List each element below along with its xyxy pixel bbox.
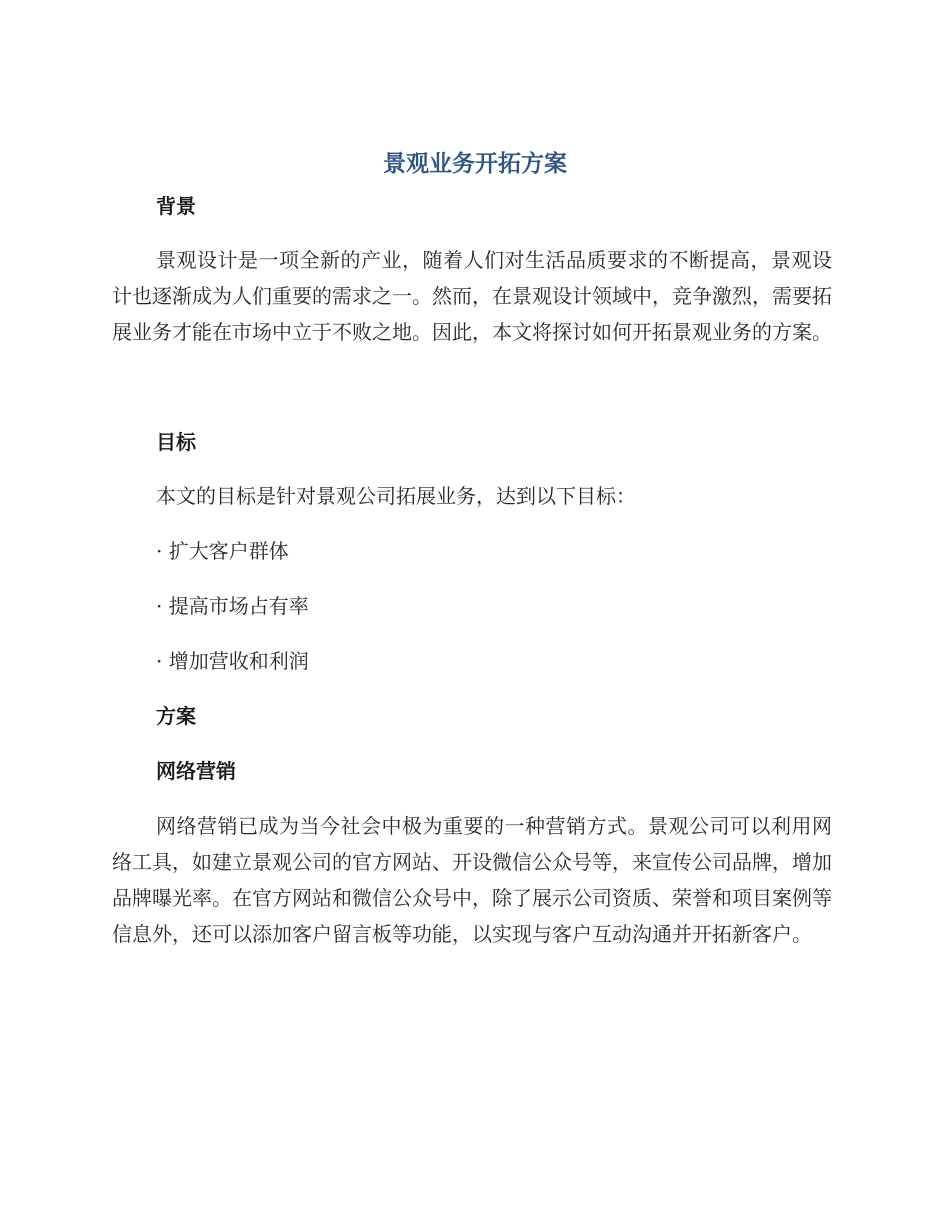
document-title: 景观业务开拓方案	[383, 151, 567, 177]
goal-item: · 扩大客户群体	[156, 539, 289, 563]
goals-intro: 本文的目标是针对景观公司拓展业务，达到以下目标：	[156, 484, 636, 508]
section-heading-plan: 方案	[156, 704, 196, 728]
section-heading-goals: 目标	[156, 430, 196, 454]
goal-item: · 增加营收和利润	[156, 649, 309, 673]
background-paragraph: 景观设计是一项全新的产业，随着人们对生活品质要求的不断提高，景观设计也逐渐成为人们重要的需求之一。然而，在景观设计领域中，竞争激烈，需要拓展业务才能在市场中立于不败之地。因此，本文将探讨如何开拓景观业务的方案。	[112, 248, 832, 344]
section-heading-background: 背景	[156, 194, 196, 218]
goal-item: · 提高市场占有率	[156, 594, 309, 618]
online-marketing-paragraph: 网络营销已成为当今社会中极为重要的一种营销方式。景观公司可以利用网络工具，如建立景观公司的官方网站、开设微信公众号等，来宣传公司品牌，增加品牌曝光率。在官方网站和微信公众号中，除了展示公司资质、荣誉和项目案例等信息外，还可以添加客户留言板等功能，以实现与客户互动沟通并开拓新客户。	[112, 814, 832, 946]
subsection-heading-online-marketing: 网络营销	[156, 759, 236, 783]
